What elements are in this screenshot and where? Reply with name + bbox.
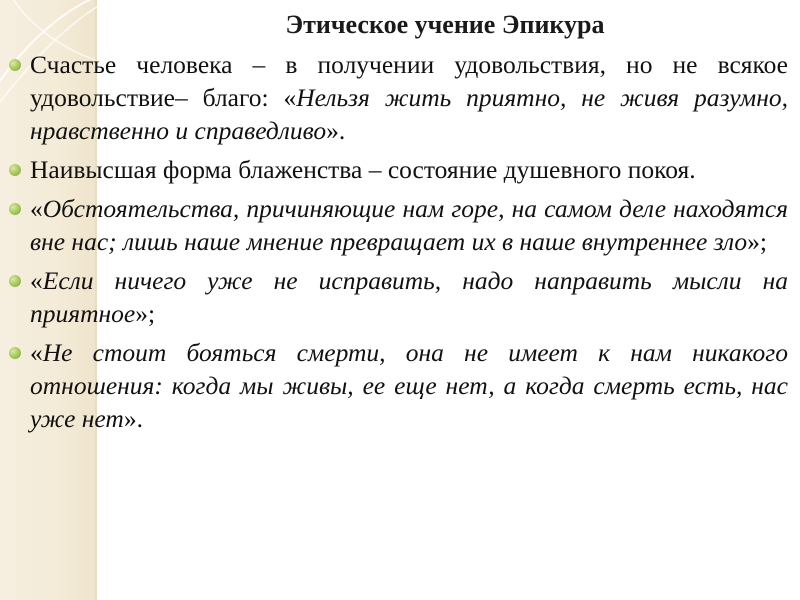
item-text-end: »; — [135, 299, 156, 328]
list-item — [8, 264, 788, 330]
bullet-icon — [9, 347, 21, 359]
item-text: Наивысшая форма блаженства – состояние душевного покоя. — [30, 155, 696, 184]
slide-title: Этическое учение Эпикура — [285, 10, 605, 39]
item-quote: Не стоит бояться смерти, она не имеет к нам никакого отношения: когда мы живы, ее еще нет, а когда смерть есть, нас уже нет — [30, 338, 788, 433]
list-item — [8, 336, 788, 435]
item-quote: Обстоятельства, причиняющие нам горе, на самом деле находятся вне нас; лишь наше мнение превращает их в наше внутреннее зло — [30, 194, 788, 256]
list-item — [8, 192, 788, 258]
item-text: « — [30, 338, 43, 367]
bullet-icon — [9, 164, 21, 176]
list-item — [8, 48, 788, 147]
bullet-icon — [9, 203, 21, 215]
bullet-icon — [9, 59, 21, 71]
bullet-list — [8, 48, 788, 441]
list-item — [8, 153, 788, 186]
item-text: Счастье человека – в получении удовольствия, но не всякое удовольствие– благо: « — [30, 50, 788, 112]
item-text-end: ». — [326, 116, 346, 145]
item-quote: Нельзя жить приятно, не живя разумно, нравственно и справедливо — [30, 83, 788, 145]
bullet-icon — [9, 275, 21, 287]
item-text: « — [30, 266, 43, 295]
item-text-end: ». — [123, 404, 143, 433]
item-quote: Если ничего уже не исправить, надо направить мысли на приятное — [30, 266, 788, 328]
item-text: « — [30, 194, 43, 223]
item-text-end: »; — [747, 227, 767, 256]
